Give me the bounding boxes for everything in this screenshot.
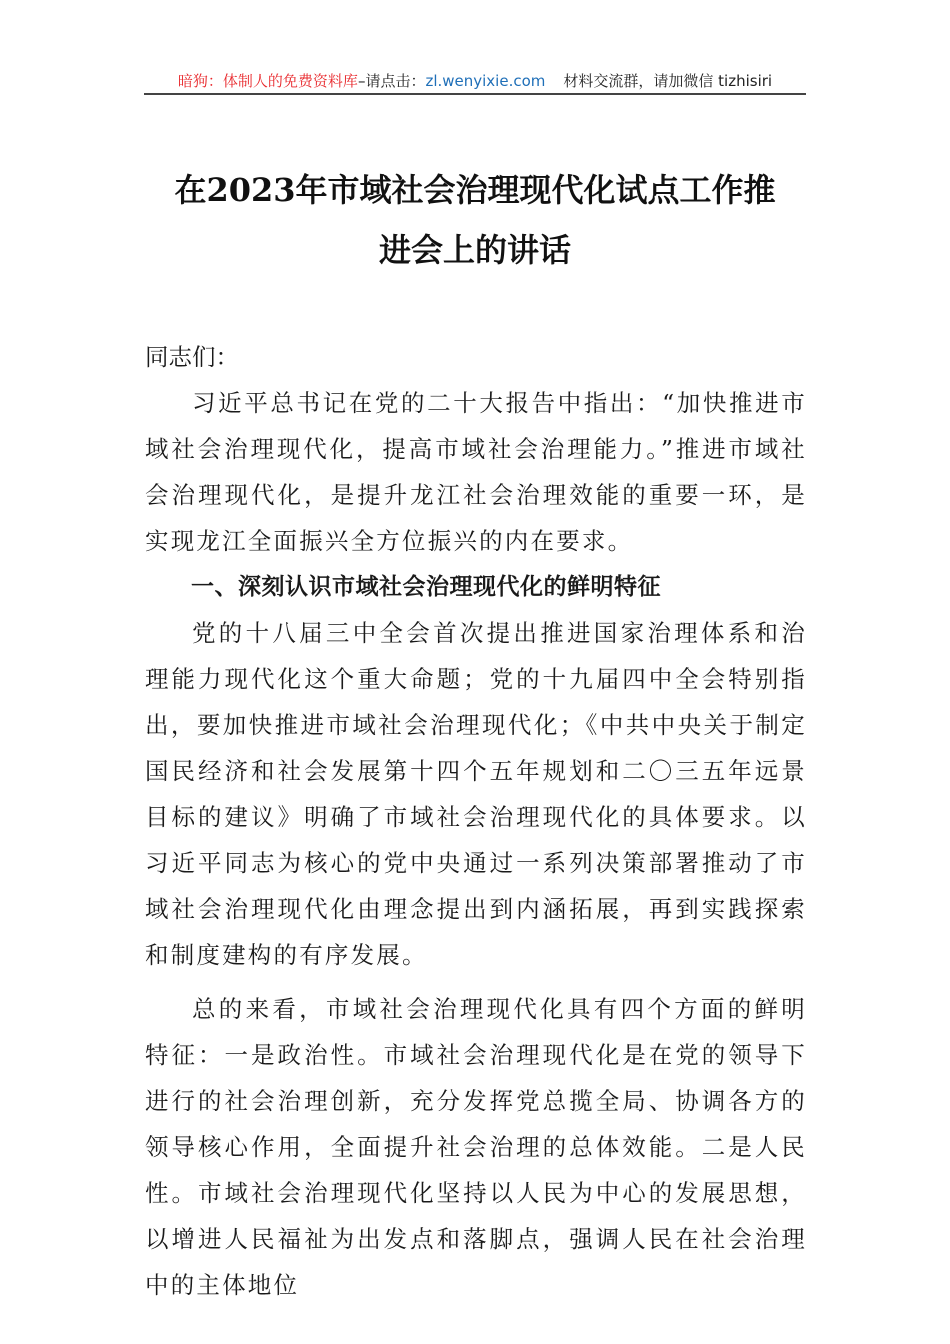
document-body <box>145 334 807 1308</box>
site-url-link[interactable]: zl.wenyixie.com <box>425 72 546 90</box>
salutation: 同志们： <box>145 343 239 371</box>
section-heading-1: 一、深刻认识市域社会治理现代化的鲜明特征 <box>191 574 661 600</box>
title-line-2: 进会上的讲话 <box>378 231 571 269</box>
title-line-1: 在2023年市域社会治理现代化试点工作推 <box>174 171 776 209</box>
contact-info: 材料交流群，请加微信 tizhisiri <box>563 72 773 90</box>
document-title <box>145 160 805 280</box>
header-divider <box>144 93 806 95</box>
site-label: 暗狗：体制人的免费资料库 <box>177 72 358 90</box>
page-header-banner <box>145 70 805 94</box>
click-prompt: –请点击： <box>357 72 426 90</box>
paragraph-gap <box>145 978 807 986</box>
intro-paragraph: 习近平总书记在党的二十大报告中指出：“加快推进市域社会治理现代化，提高市域社会治理能力。”推进市域社会治理现代化，是提升龙江社会治理效能的重要一环，是实现龙江全面振兴全方位振兴的内在要求。 <box>145 389 807 555</box>
section1-paragraph-1: 党的十八届三中全会首次提出推进国家治理体系和治理能力现代化这个重大命题；党的十九届四中全会特别指出，要加快推进市域社会治理现代化；《中共中央关于制定国民经济和社会发展第十四个五年规划和二〇三五年远景目标的建议》明确了市域社会治理现代化的具体要求。以习近平同志为核心的党中央通过一系列决策部署推动了市域社会治理现代化由理念提出到内涵拓展，再到实践探索和制度建构的有序发展。 <box>145 619 807 969</box>
section1-paragraph-2: 总的来看，市域社会治理现代化具有四个方面的鲜明特征：一是政治性。市域社会治理现代化是在党的领导下进行的社会治理创新，充分发挥党总揽全局、协调各方的领导核心作用，全面提升社会治理的总体效能。二是人民性。市域社会治理现代化坚持以人民为中心的发展思想，以增进人民福祉为出发点和落脚点，强调人民在社会治理中的主体地位 <box>145 995 807 1299</box>
